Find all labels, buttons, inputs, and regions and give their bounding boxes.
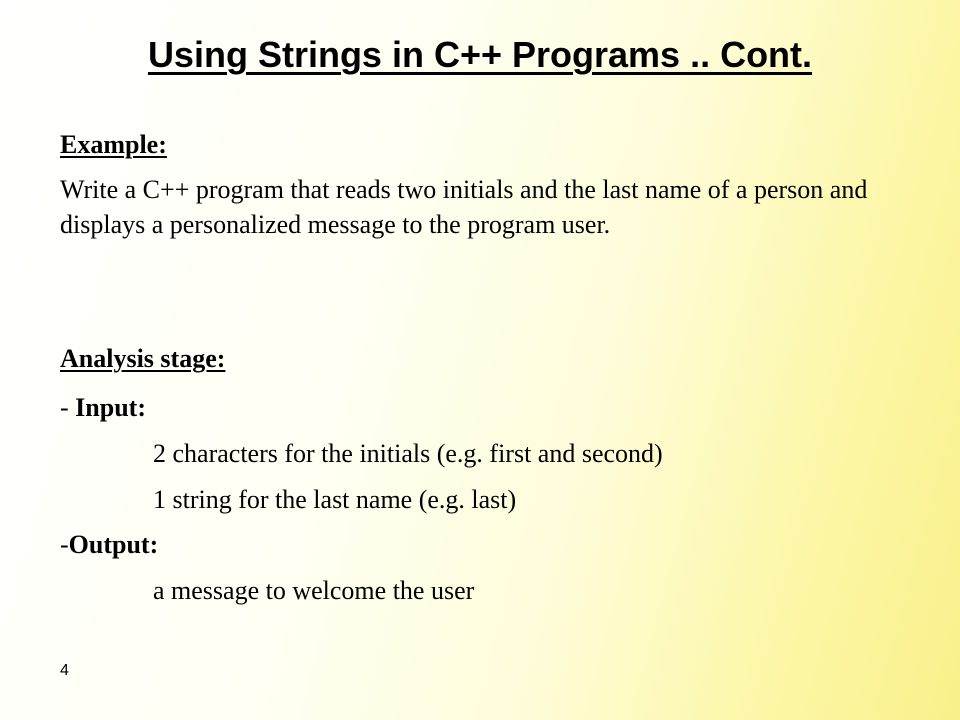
output-label: Output: (68, 530, 159, 559)
slide-title: Using Strings in C++ Programs .. Cont. (147, 34, 813, 75)
output-item: a message to welcome the user (153, 576, 475, 605)
example-text: Write a C++ program that reads two initials and the last name of a person and displays a personalized message to the program user. (60, 175, 868, 239)
input-line (60, 391, 146, 425)
input-item: 2 characters for the initials (e.g. first and second) (153, 439, 663, 468)
page-number: 4 (60, 662, 69, 679)
input-bullet: - (60, 393, 76, 422)
output-line (60, 528, 158, 562)
input-label: Input: (75, 393, 146, 422)
example-heading: Example: (60, 130, 167, 159)
analysis-heading: Analysis stage: (60, 344, 226, 373)
output-bullet: - (60, 530, 69, 559)
input-item: 1 string for the last name (e.g. last) (153, 485, 517, 514)
